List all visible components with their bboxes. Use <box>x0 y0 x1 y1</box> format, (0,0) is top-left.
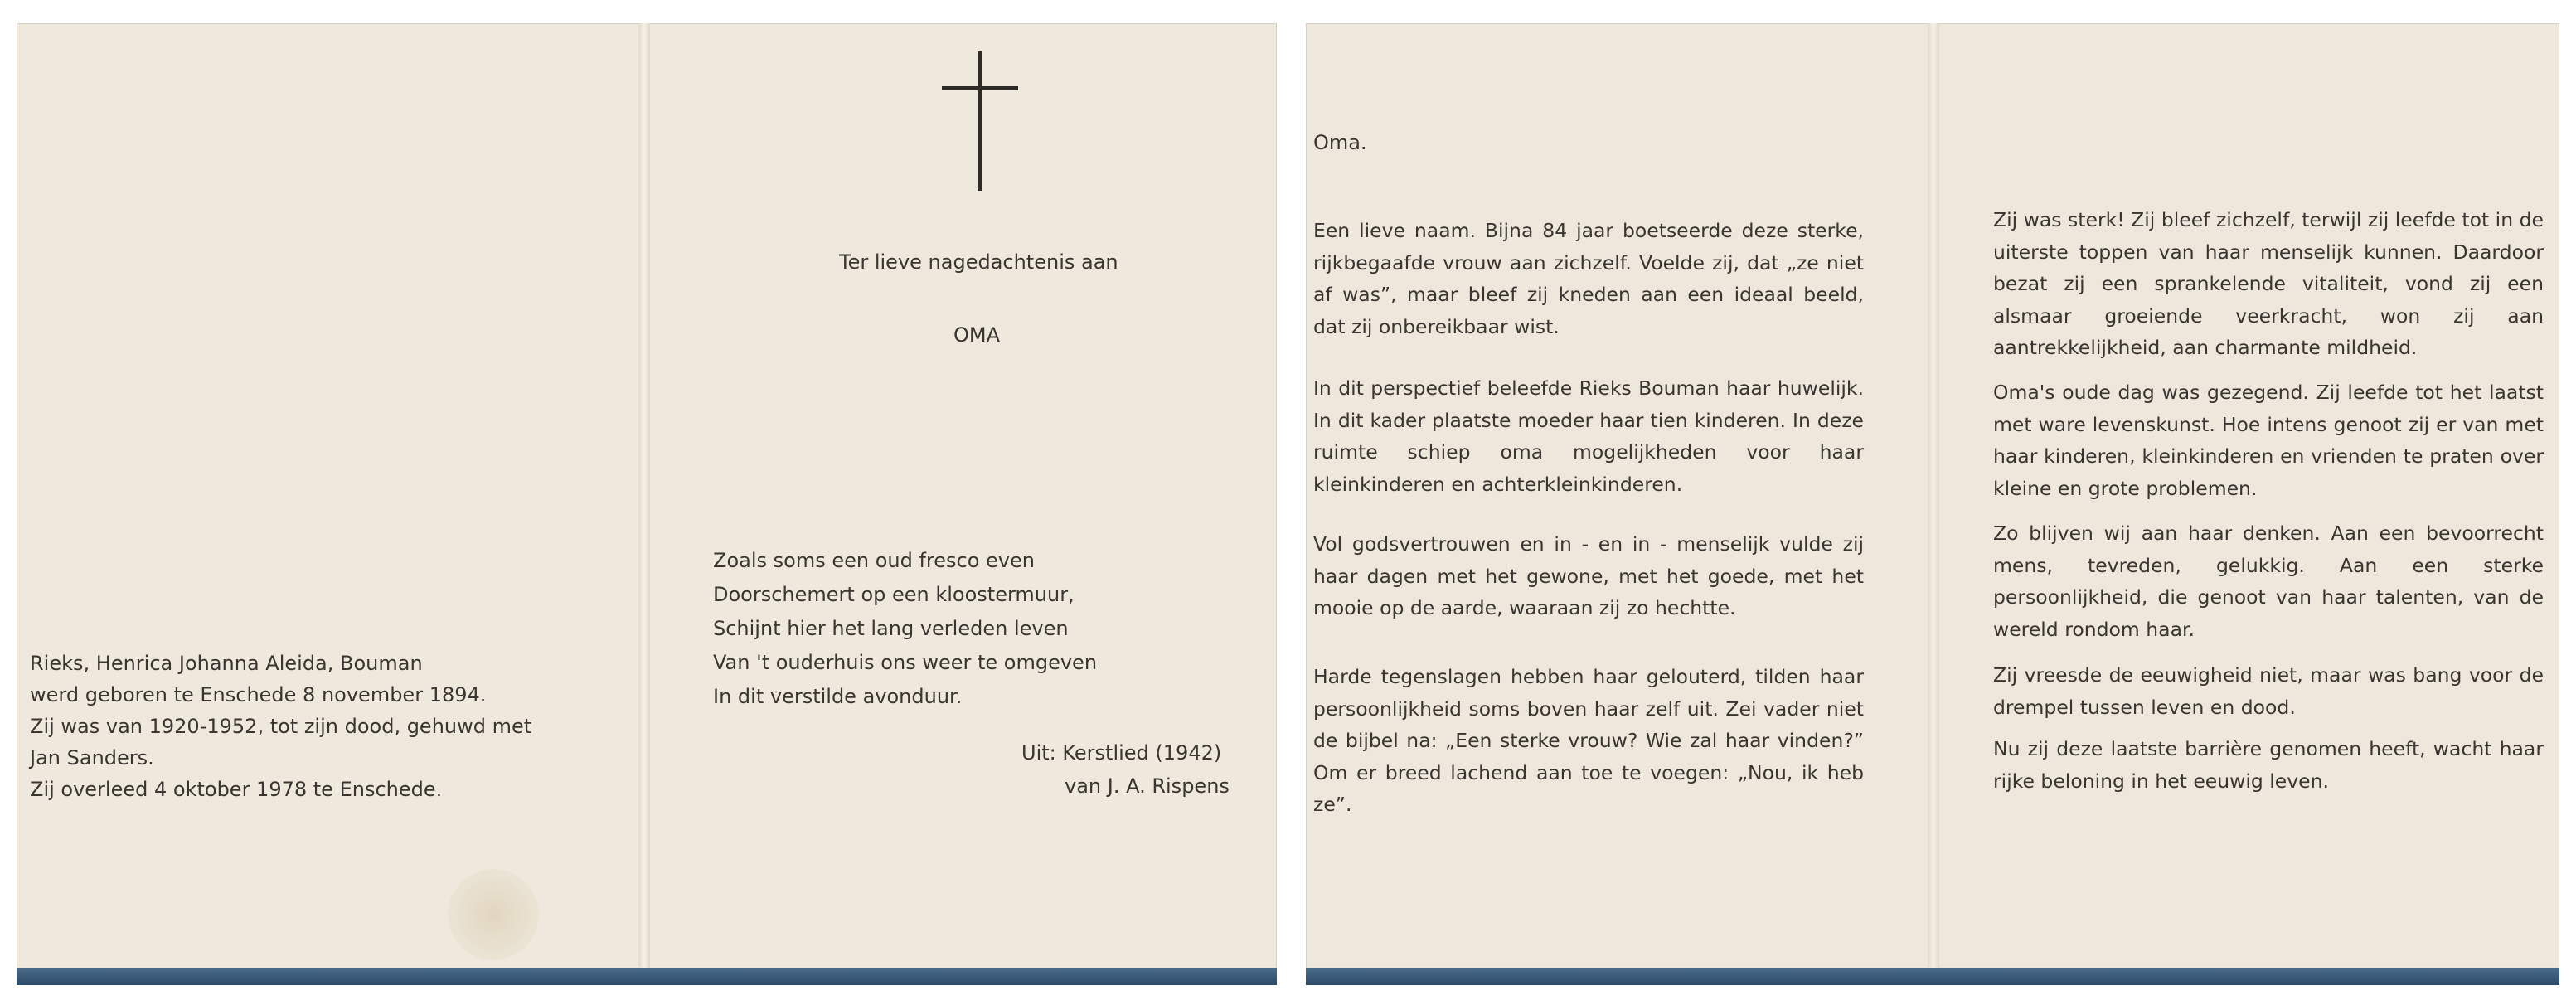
tribute-paragraph: Oma's oude dag was gezegend. Zij leefde tot het laatst met ware levenskunst. Hoe intens genoot zij er van met haar kinderen, kleinkinderen en vrienden te praten over kleine en grote problemen. <box>1993 381 2544 500</box>
card-shadow-edge <box>17 968 1277 985</box>
poem-line: Doorschemert op een kloostermuur, <box>713 583 1075 606</box>
card-fold <box>638 23 650 968</box>
card-fold <box>1928 23 1939 968</box>
poem-line: In dit verstilde avonduur. <box>713 685 963 708</box>
tribute-paragraph: Zo blijven wij aan haar denken. Aan een bevoorrecht mens, tevreden, gelukkig. Aan een sterke persoonlijkheid, die genoot van haar talenten, van de wereld rondom haar. <box>1993 522 2544 641</box>
tribute-paragraph: In dit perspectief beleefde Rieks Bouman haar huwelijk. In dit kader plaatste moeder haar tien kinderen. In deze ruimte schiep oma mogelijkheden voor haar kleinkinderen en achterkleinkinderen. <box>1313 376 1864 496</box>
tribute-paragraph: Vol godsvertrouwen en in - en in - menselijk vulde zij haar dagen met het gewone, met het goede, met het mooie op de aarde, waaraan zij zo hechtte. <box>1313 532 1864 619</box>
memorial-heading: Ter lieve nagedachtenis aan <box>839 250 1118 274</box>
poem-line: Zoals soms een oud fresco even <box>713 549 1035 572</box>
tribute-paragraph: Harde tegenslagen hebben haar gelouterd, tilden haar persoonlijkheid soms boven haar zelf uit. Zei vader niet de bijbel na: „Een sterke vrouw? Wie zal haar vinden?” Om er breed lachend aan toe te voegen: „Nou, ik heb ze”. <box>1313 665 1864 816</box>
biography-line: Zij was van 1920-1952, tot zijn dood, gehuwd met <box>30 715 532 738</box>
biography-line: Rieks, Henrica Johanna Aleida, Bouman <box>30 652 423 675</box>
paper-stain <box>448 869 539 960</box>
deceased-name: OMA <box>953 323 1001 347</box>
biography-line: Jan Sanders. <box>30 746 154 769</box>
cross-icon <box>978 51 982 191</box>
card-shadow-edge <box>1306 968 2559 985</box>
poem-line: Schijnt hier het lang verleden leven <box>713 617 1069 640</box>
salutation: Oma. <box>1313 131 1367 154</box>
tribute-paragraph: Zij was sterk! Zij bleef zichzelf, terwijl zij leefde tot in de uiterste toppen van haar menselijk kunnen. Daardoor bezat zij een sprankelende vitaliteit, vond zij een alsmaar groeiende veerkracht, won zij aan aantrekkelijkheid, aan charmante mildheid. <box>1993 208 2544 359</box>
biography-line: Zij overleed 4 oktober 1978 te Enschede. <box>30 778 443 801</box>
cross-icon-bar <box>942 86 1018 90</box>
tribute-paragraph: Een lieve naam. Bijna 84 jaar boetseerde deze sterke, rijkbegaafde vrouw aan zichzelf. Voelde zij, dat „ze niet af was”, maar bleef zij kneden aan een ideaal beeld, dat zij onbereikbaar wist. <box>1313 219 1864 338</box>
poem-source: Uit: Kerstlied (1942) <box>1021 741 1222 764</box>
tribute-paragraph: Nu zij deze laatste barrière genomen heeft, wacht haar rijke beloning in het eeuwig leven. <box>1993 737 2544 793</box>
poem-author: van J. A. Rispens <box>1065 774 1230 798</box>
poem-line: Van 't ouderhuis ons weer te omgeven <box>713 651 1098 674</box>
biography-line: werd geboren te Enschede 8 november 1894. <box>30 683 487 706</box>
tribute-paragraph: Zij vreesde de eeuwigheid niet, maar was bang voor de drempel tussen leven en dood. <box>1993 663 2544 719</box>
memorial-card-outside <box>17 23 1277 968</box>
